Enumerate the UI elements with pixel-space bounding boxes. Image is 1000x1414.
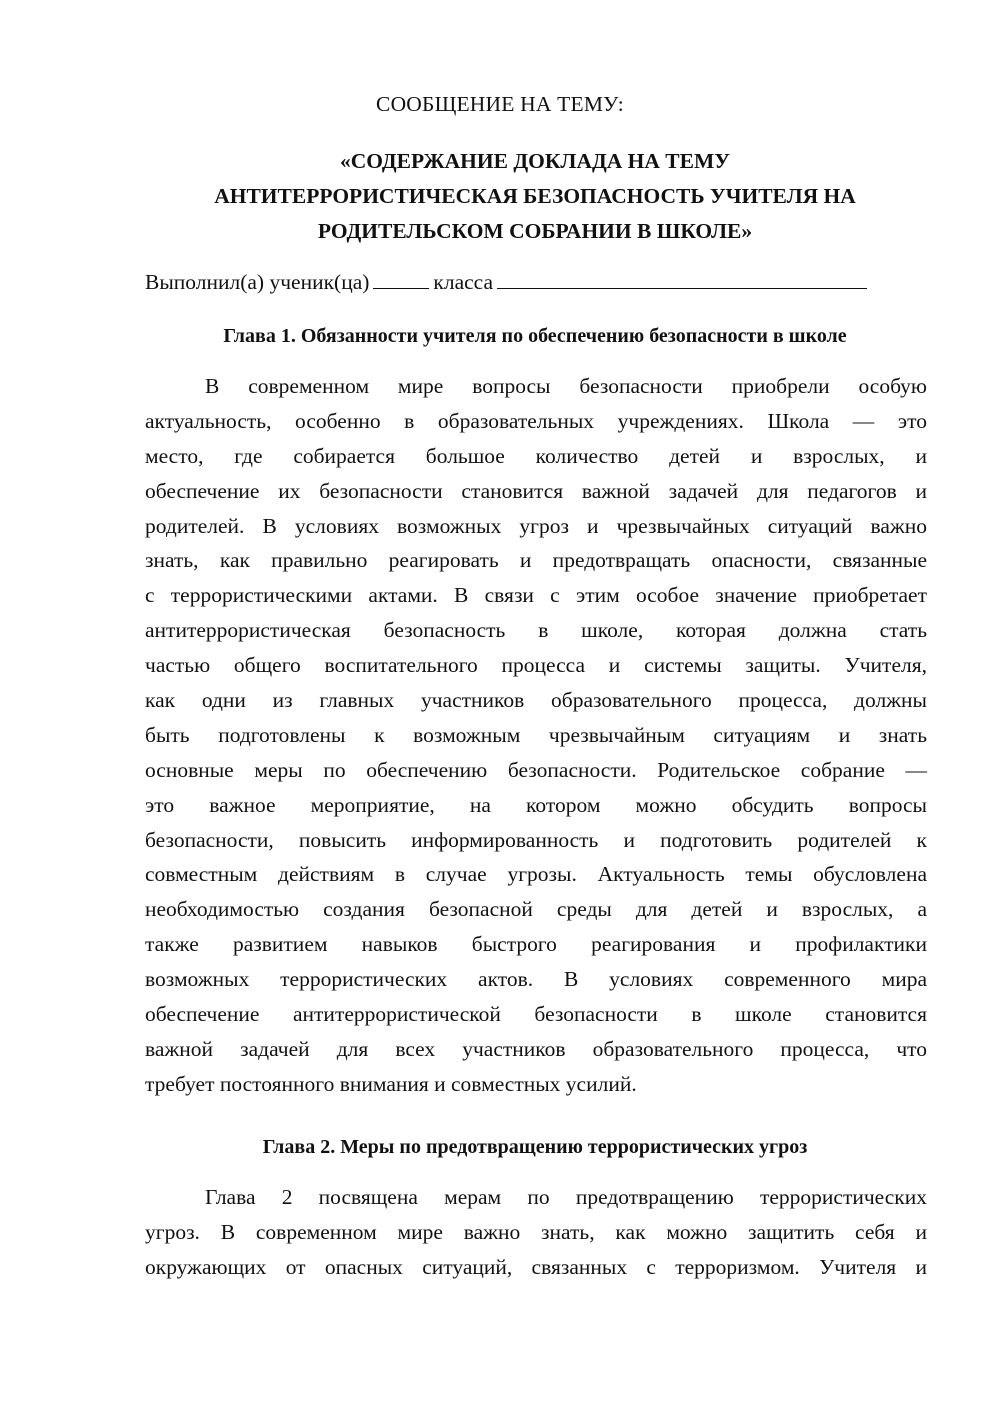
paragraph-line: также развитием навыков быстрого реагирования и профилактики: [145, 932, 927, 957]
document-pre-title: СООБЩЕНИЕ НА ТЕМУ:: [376, 92, 624, 116]
document-title: [120, 144, 950, 249]
paragraph-line: с террористическими актами. В связи с этим особое значение приобретает: [145, 583, 927, 608]
paragraph-line: основные меры по обеспечению безопасности. Родительское собрание —: [145, 757, 927, 782]
paragraph-line: как одни из главных участников образовательного процесса, должны: [145, 688, 927, 713]
paragraph-line: обеспечение антитеррористической безопасности в школе становится: [145, 1002, 927, 1027]
paragraph-line: требует постоянного внимания и совместных усилий.: [145, 1071, 637, 1096]
paragraph-line: совместным действиям в случае угрозы. Актуальность темы обусловлена: [145, 862, 927, 887]
paragraph-line: Глава 2 посвящена мерам по предотвращению террористических: [205, 1185, 927, 1209]
title-line: АНТИТЕРРОРИСТИЧЕСКАЯ БЕЗОПАСНОСТЬ УЧИТЕЛЯ НА: [214, 184, 856, 208]
chapter-2-paragraph: [145, 1180, 927, 1285]
paragraph-line: окружающих от опасных ситуаций, связанных с терроризмом. Учителя и: [145, 1254, 927, 1279]
paragraph-line: важной задачей для всех участников образовательного процесса, что: [145, 1036, 927, 1061]
paragraph-line: антитеррористическая безопасность в школе, которая должна стать: [145, 618, 927, 643]
paragraph-line: частью общего воспитательного процесса и системы защиты. Учителя,: [145, 653, 927, 678]
paragraph-line: возможных террористических актов. В условиях современного мира: [145, 967, 927, 992]
title-line: «СОДЕРЖАНИЕ ДОКЛАДА НА ТЕМУ: [339, 149, 731, 173]
chapter-2-heading: Глава 2. Меры по предотвращению террористических угроз: [262, 1136, 808, 1158]
paragraph-line: безопасности, повысить информированность и подготовить родителей к: [145, 827, 927, 852]
paragraph-line: В современном мире вопросы безопасности приобрели особую: [205, 374, 927, 398]
class-blank-underline: [373, 269, 429, 289]
paragraph-line: это важное мероприятие, на котором можно обсудить вопросы: [145, 792, 927, 817]
paragraph-line: родителей. В условиях возможных угроз и чрезвычайных ситуаций важно: [145, 513, 927, 538]
paragraph-line: знать, как правильно реагировать и предотвращать опасности, связанные: [145, 548, 927, 573]
paragraph-line: быть подготовлены к возможным чрезвычайным ситуациям и знать: [145, 722, 927, 747]
class-word: класса: [433, 270, 494, 294]
name-blank-underline: [497, 269, 867, 289]
author-prefix: Выполнил(а) ученик(ца): [145, 270, 370, 294]
chapter-1-heading: Глава 1. Обязанности учителя по обеспечению безопасности в школе: [223, 325, 847, 347]
author-line: [145, 269, 867, 295]
paragraph-line: необходимостью создания безопасной среды для детей и взрослых, а: [145, 897, 927, 922]
paragraph-line: место, где собирается большое количество детей и взрослых, и: [145, 443, 927, 468]
paragraph-line: актуальность, особенно в образовательных учреждениях. Школа — это: [145, 408, 927, 433]
paragraph-line: угроз. В современном мире важно знать, как можно защитить себя и: [145, 1219, 927, 1244]
paragraph-line: обеспечение их безопасности становится важной задачей для педагогов и: [145, 478, 927, 503]
chapter-1-paragraph: [145, 369, 927, 1102]
title-line: РОДИТЕЛЬСКОМ СОБРАНИИ В ШКОЛЕ»: [317, 219, 753, 243]
